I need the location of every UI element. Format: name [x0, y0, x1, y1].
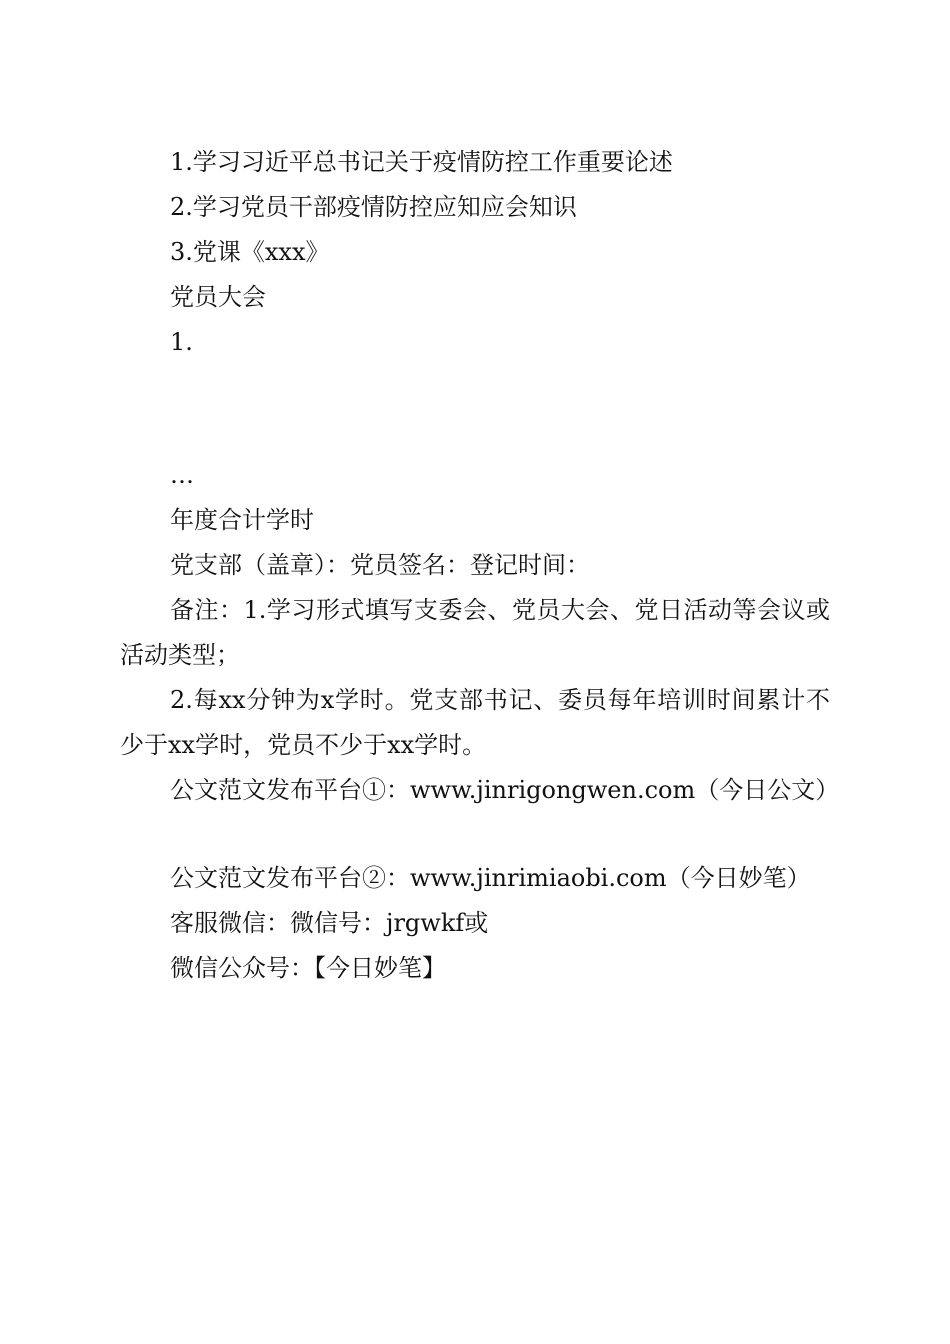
remark-2: 2.每xx分钟为x学时。党支部书记、委员每年培训时间累计不少于xx学时，党员不少于xx学时。 [120, 686, 830, 759]
ellipsis-line: … [170, 461, 194, 489]
remark-1: 备注：1.学习形式填写支委会、党员大会、党日活动等会议或活动类型； [120, 596, 830, 669]
list-item-study-speech: 1.学习习近平总书记关于疫情防控工作重要论述 [170, 148, 673, 176]
footer-platform-2: 公文范文发布平台②：www.jinrimiaobi.com（今日妙笔） [170, 864, 811, 892]
list-item-numbered: 1. [170, 328, 193, 356]
section-heading-party-meeting: 党员大会 [170, 283, 266, 311]
list-item-study-knowledge: 2.学习党员干部疫情防控应知应会知识 [170, 193, 577, 221]
footer-platform-1: 公文范文发布平台①：www.jinrigongwen.com（今日公文） [170, 776, 840, 804]
footer-customer-service: 客服微信：微信号：jrgwkf或 [170, 909, 489, 937]
footer-wechat-account: 微信公众号：【今日妙笔】 [170, 954, 446, 982]
annual-total-hours: 年度合计学时 [170, 506, 314, 534]
signature-line: 党支部（盖章）：党员签名：登记时间： [170, 551, 590, 579]
list-item-party-lesson: 3.党课《xxx》 [170, 238, 330, 266]
